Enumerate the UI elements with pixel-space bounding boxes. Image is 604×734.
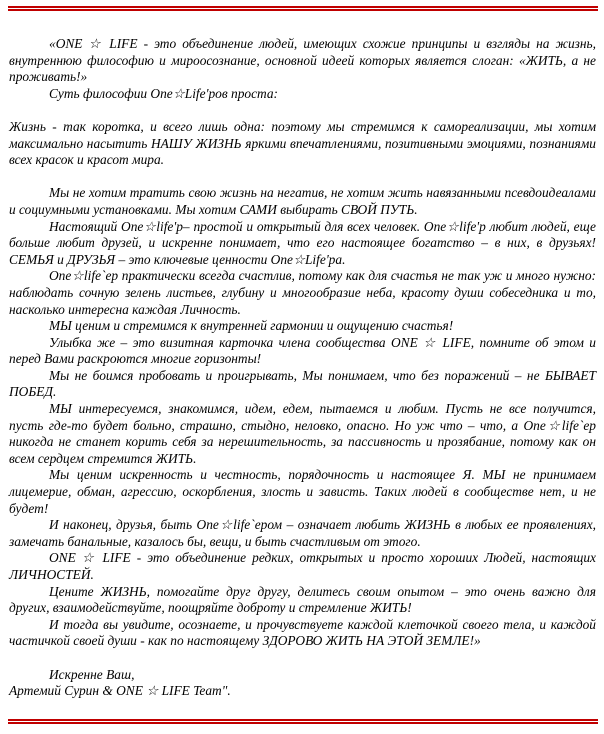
paragraph: Артемий Сурин & ONE ☆ LIFE Team". xyxy=(9,683,231,699)
document-text xyxy=(9,36,596,700)
paragraph: «ONE ☆ LIFE - это объединение людей, имеющих схожие принципы и взгляды на жизнь, внутреннюю философию и мироосознание, основной идеей которых является слоган: «ЖИТЬ, а не проживать!» xyxy=(9,36,596,85)
paragraph: Мы не хотим тратить свою жизнь на негатив, не хотим жить навязанными псевдоидеалами и социумными установками. Мы хотим САМИ выбирать СВОЙ ПУТЬ. xyxy=(9,185,596,217)
top-rule xyxy=(8,6,598,9)
paragraph: И наконец, друзья, быть One☆life`ером – означает любить ЖИЗНЬ в любых ее проявлениях, замечать банальные, казалось бы, вещи, и быть счастливым от этого. xyxy=(9,517,596,549)
bottom-rule xyxy=(8,719,598,722)
paragraph: Искренне Ваш, xyxy=(49,666,135,682)
paragraph: Мы ценим искренность и честность, порядочность и настоящее Я. МЫ не принимаем лицемерие, обман, агрессию, оскорбления, злость и зависть. Таких людей в сообществе нет, и не будет! xyxy=(9,467,596,516)
paragraph: Настоящий One☆life'р– простой и открытый для всех человек. One☆life'р любит людей, еще больше любит друзей, и искренне понимает, что его настоящее богатство – в них, в друзьях! СЕМЬЯ и ДРУЗЬЯ – это ключевые ценности One☆Life'ра. xyxy=(9,218,596,267)
paragraph: Цените ЖИЗНЬ, помогайте друг другу, делитесь своим опытом – это очень важно для других, взаимодействуйте, поощряйте доброту и стремление ЖИТЬ! xyxy=(9,583,596,616)
paragraph: Улыбка же – это визитная карточка члена сообщества ONE ☆ LIFE, помните об этом и перед Вами раскроются многие горизонты! xyxy=(9,334,596,367)
paragraph: МЫ ценим и стремимся к внутренней гармонии и ощущению счастья! xyxy=(49,318,454,334)
paragraph: И тогда вы увидите, осознаете, и прочувствуете каждой клеточкой своего тела, и каждой частичкой своей души - как по настоящему ЗДОРОВО ЖИТЬ НА ЭТОЙ ЗЕМЛЕ!» xyxy=(9,616,596,649)
paragraph-gap xyxy=(9,650,596,667)
paragraph: Суть философии One☆Life'ров проста: xyxy=(49,85,279,101)
paragraph: Жизнь - так коротка, и всего лишь одна: поэтому мы стремимся к самореализации, мы хотим максимально насытить НАШУ ЖИЗНЬ яркими впечатлениями, позитивными эмоциями, познаниями всех красок и красот мира. xyxy=(9,118,596,168)
paragraph: One☆life`ер практически всегда счастлив, потому как для счастья не так уж и много нужно: наблюдать сочную зелень листьев, глубину и многообразие неба, красоту души собеседника и то, насколько интересна каждая Личность. xyxy=(9,268,596,317)
paragraph: ONE ☆ LIFE - это объединение редких, открытых и просто хороших Людей, настоящих ЛИЧНОСТЕЙ. xyxy=(9,550,596,582)
paragraph-gap xyxy=(9,102,596,119)
paragraph: Мы не боимся пробовать и проигрывать, Мы понимаем, что без поражений – не БЫВАЕТ ПОБЕД. xyxy=(9,367,596,400)
paragraph-gap xyxy=(9,169,596,186)
paragraph: МЫ интересуемся, знакомимся, идем, едем, пытаемся и любим. Пусть не все получится, пусть где-то будет больно, страшно, стыдно, неловко, опасно. Но уж что – что, а One☆life`ер никогда не станет корить себя за нерешительность, за пассивность и прозябание, потому как он всем сердцем стремится ЖИТЬ. xyxy=(9,401,596,466)
